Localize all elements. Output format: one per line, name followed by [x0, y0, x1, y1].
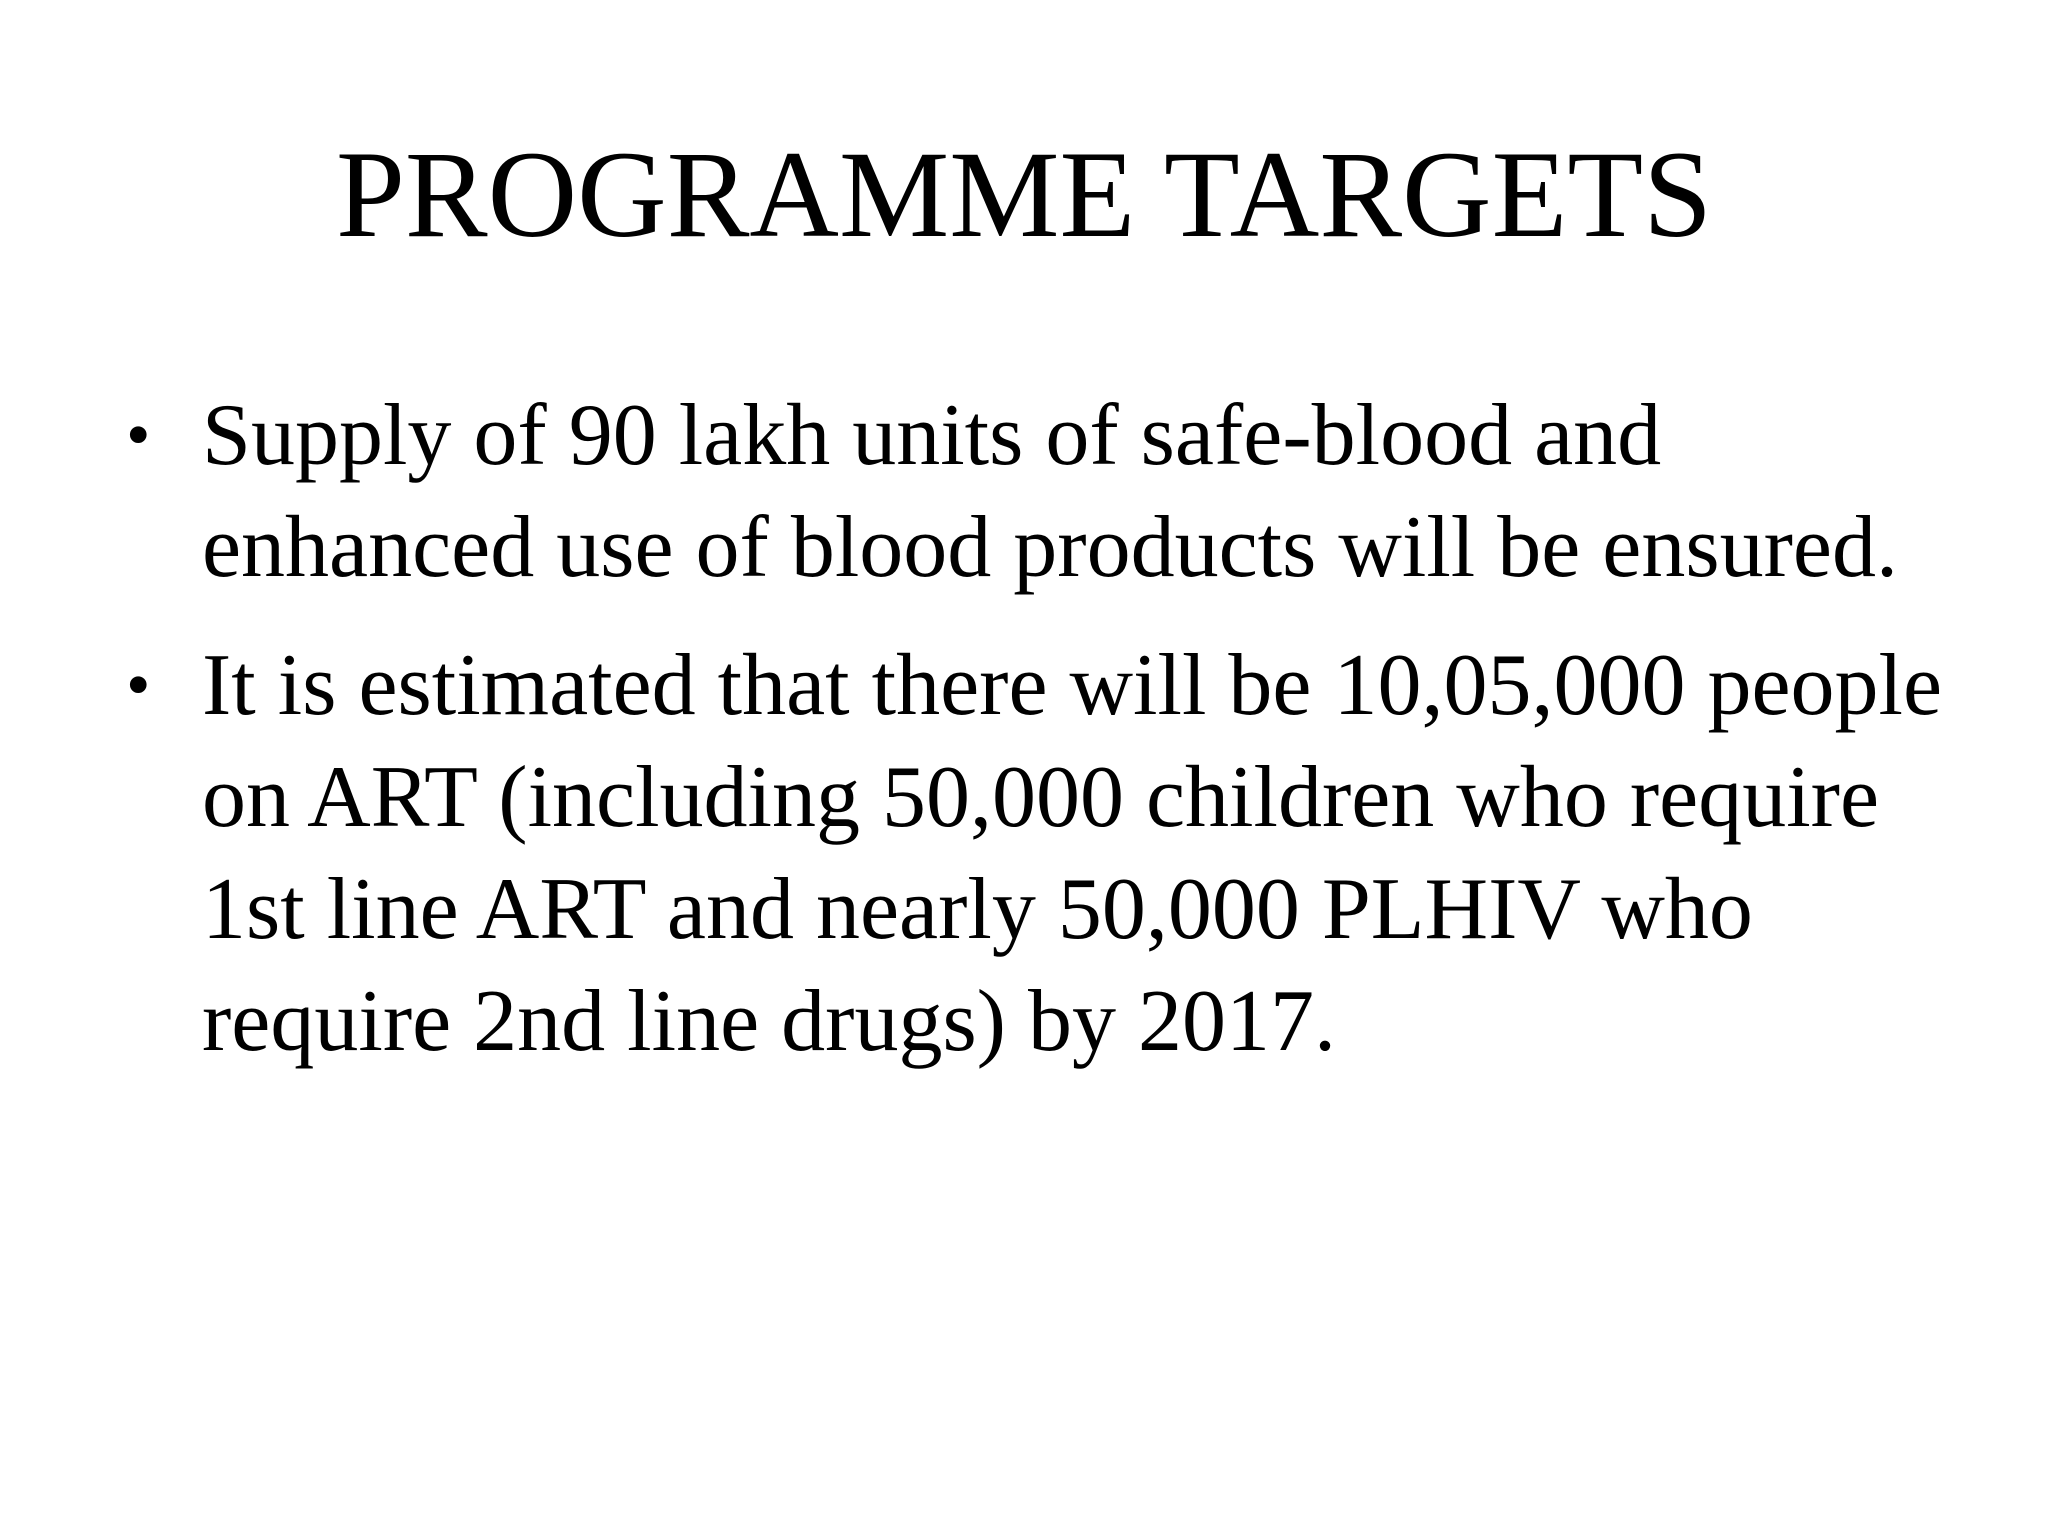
bullet-item [120, 630, 1980, 1078]
bullet-text: Supply of 90 lakh units of safe-blood and enhanced use of blood products will be ensured. [202, 387, 1898, 596]
bullet-text: It is estimated that there will be 10,05,000 people on ART (including 50,000 children who require 1st line ART and nearly 50,000 PLHIV who require 2nd line drugs) by 2017. [202, 637, 1943, 1070]
bullet-icon: • [126, 647, 151, 724]
bullet-icon: • [126, 397, 151, 474]
bullet-item [120, 380, 1980, 604]
slide-title: PROGRAMME TARGETS [335, 126, 1713, 263]
bullet-list [120, 380, 1980, 1104]
